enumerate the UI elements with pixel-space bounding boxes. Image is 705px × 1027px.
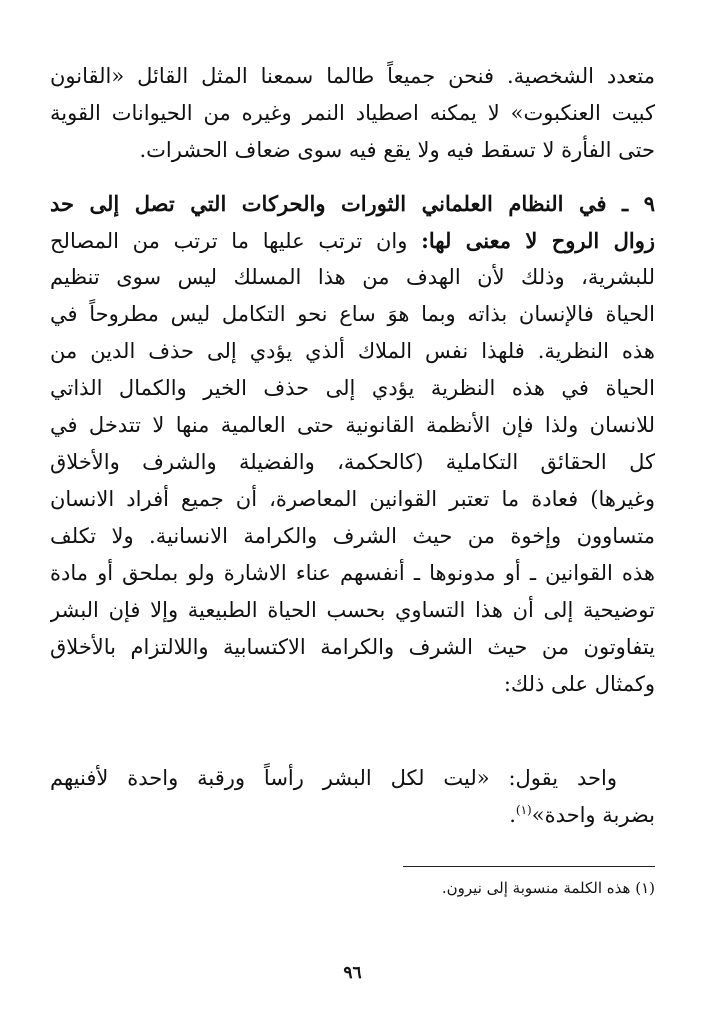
text-line: كبيت العنكبوت» لا يمكنه اصطياد النمر وغيره من الحيوانات القوية bbox=[50, 101, 655, 125]
text-line: للبشرية، وذلك لأن الهدف من هذا المسلك ليس سوى تنظيم bbox=[50, 265, 655, 289]
text-line: واحد يقول: «ليت لكل البشر رأساً ورقبة واحدة لأفنيهم bbox=[50, 766, 617, 790]
text-line: هذه القوانين ـ أو مدونوها ـ أنفسهم عناء الاشارة ولو بملحق أو مادة bbox=[50, 561, 655, 585]
text-line: متعدد الشخصية. فنحن جميعاً طالما سمعنا المثل القائل «القانون bbox=[50, 64, 655, 88]
footnote-ref[interactable]: (١) bbox=[515, 803, 532, 817]
section-heading-tail: زوال الروح لا معنى لها: bbox=[421, 228, 655, 253]
text-line bbox=[50, 797, 655, 834]
paragraph-2 bbox=[50, 185, 655, 703]
text-line: الحياة فالإنسان بذاته وبما هوَ ساع نحو التكامل ليس مطروحاً في bbox=[50, 302, 655, 326]
text-line: توضيحية إلى أن هذا التساوي بحسب الحياة الطبيعية وإلا فإن البشر bbox=[50, 598, 655, 622]
text-line: للانسان ولذا فإن الأنظمة القانونية حتى العالمية منها لا تتدخل في bbox=[50, 413, 655, 437]
text-line bbox=[50, 222, 655, 259]
footnote: (١) هذه الكلمة منسوبة إلى نيرون. bbox=[441, 879, 655, 897]
quote-paragraph bbox=[50, 760, 655, 834]
text-segment: وان ترتب عليها ما ترتب من المصالح bbox=[50, 229, 422, 253]
text-line: وغيرها) فعادة ما تعتبر القوانين المعاصرة، أن جميع أفراد الانسان bbox=[50, 487, 655, 511]
text-line: يتفاوتون من حيث الشرف والكرامة الاكتسابية واللالتزام بالأخلاق bbox=[50, 635, 655, 659]
text-line: وكمثال على ذلك: bbox=[503, 672, 655, 696]
section-heading-line bbox=[50, 185, 655, 222]
section-heading: ٩ ـ في النظام العلماني الثورات والحركات التي تصل إلى حد bbox=[50, 191, 655, 216]
text-segment: بضربة واحدة» bbox=[531, 803, 655, 827]
text-line: حتى الفأرة لا تسقط فيه ولا يقع فيه سوى ضعاف الحشرات. bbox=[139, 138, 655, 162]
text-segment: . bbox=[509, 803, 516, 827]
page-number: ٩٦ bbox=[343, 963, 362, 983]
text-line: هذه النظرية. فلهذا نفس الملاك ألذي يؤدي إلى حذف الدين من bbox=[50, 339, 655, 363]
text-line: كل الحقائق التكاملية (كالحكمة، والفضيلة والشرف والأخلاق bbox=[50, 450, 655, 474]
paragraph-1 bbox=[50, 58, 655, 169]
text-line: الحياة في هذه النظرية يؤدي إلى حذف الخير والكمال الذاتي bbox=[50, 376, 655, 400]
footnote-divider bbox=[403, 866, 655, 867]
text-line: متساوون وإخوة من حيث الشرف والكرامة الانسانية. ولا تكلف bbox=[50, 524, 655, 548]
